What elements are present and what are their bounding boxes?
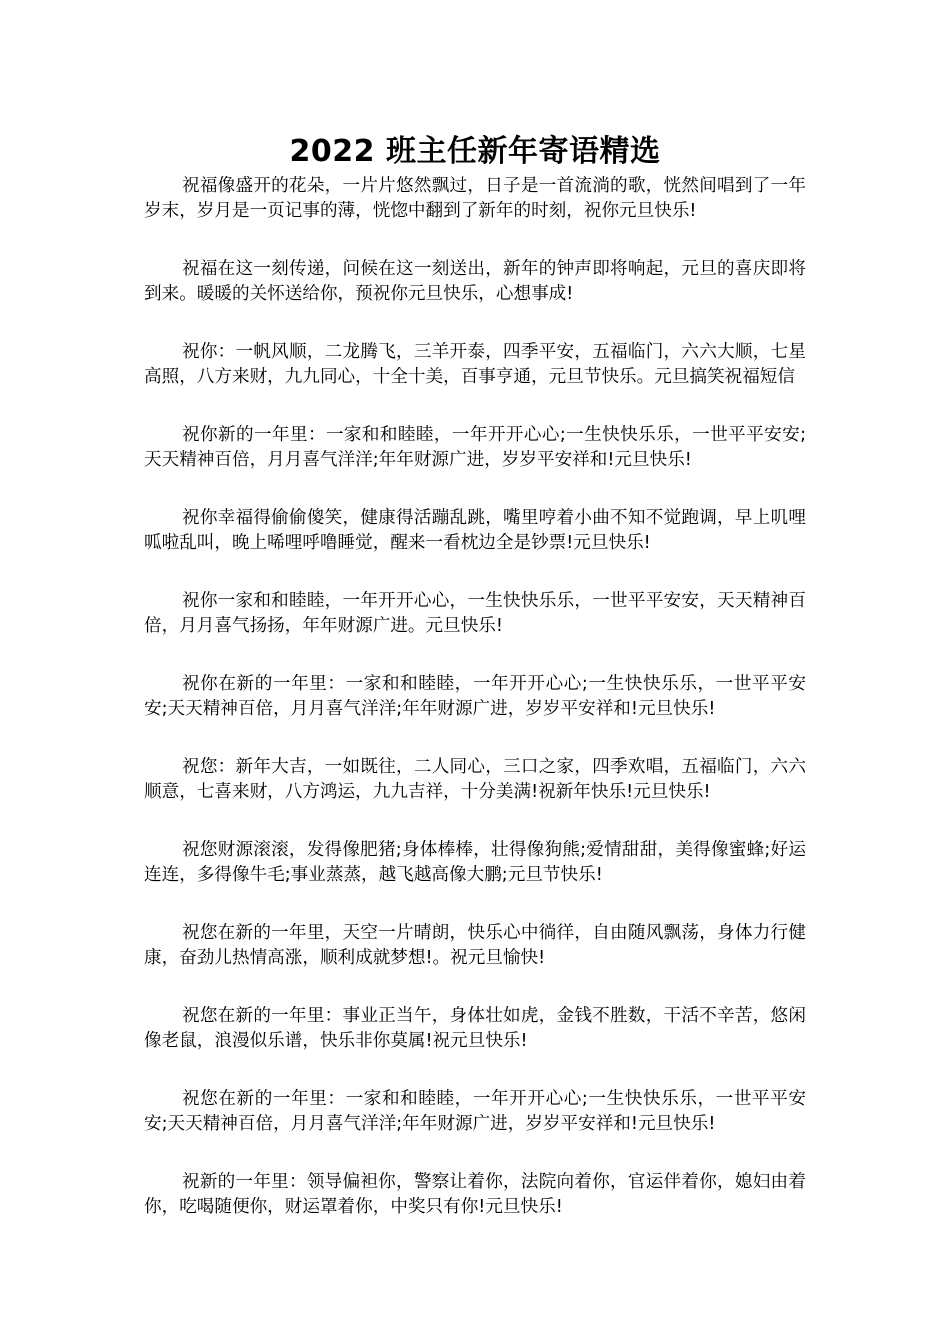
paragraph-1: 祝福像盛开的花朵，一片片悠然飘过，日子是一首流淌的歌，恍然间唱到了一年岁末，岁月是一页记事的薄，恍惚中翻到了新年的时刻，祝你元旦快乐! bbox=[144, 176, 806, 221]
document-title: 2022 班主任新年寄语精选 bbox=[289, 134, 661, 169]
paragraph-6: 祝你一家和和睦睦，一年开开心心，一生快快乐乐，一世平平安安，天天精神百倍，月月喜气扬扬，年年财源广进。元旦快乐! bbox=[144, 591, 806, 636]
paragraph-2: 祝福在这一刻传递，问候在这一刻送出，新年的钟声即将响起，元旦的喜庆即将到来。暖暖的关怀送给你，预祝你元旦快乐，心想事成! bbox=[144, 259, 806, 304]
paragraph-10: 祝您在新的一年里，天空一片晴朗，快乐心中徜徉，自由随风飘荡，身体力行健康，奋劲儿热情高涨，顺利成就梦想!。祝元旦愉快! bbox=[144, 923, 806, 968]
paragraph-5: 祝你幸福得偷偷傻笑，健康得活蹦乱跳，嘴里哼着小曲不知不觉跑调，早上叽哩呱啦乱叫，晚上唏哩呼噜睡觉，醒来一看枕边全是钞票!元旦快乐! bbox=[144, 508, 806, 553]
paragraph-7: 祝你在新的一年里：一家和和睦睦，一年开开心心;一生快快乐乐，一世平平安安;天天精神百倍，月月喜气洋洋;年年财源广进，岁岁平安祥和!元旦快乐! bbox=[144, 674, 806, 719]
paragraph-4: 祝你新的一年里：一家和和睦睦，一年开开心心;一生快快乐乐，一世平平安安;天天精神百倍，月月喜气洋洋;年年财源广进，岁岁平安祥和!元旦快乐! bbox=[144, 425, 806, 470]
paragraph-11: 祝您在新的一年里：事业正当午，身体壮如虎，金钱不胜数，干活不辛苦，悠闲像老鼠，浪漫似乐谱，快乐非你莫属!祝元旦快乐! bbox=[144, 1006, 806, 1051]
paragraph-3: 祝你：一帆风顺，二龙腾飞，三羊开泰，四季平安，五福临门，六六大顺，七星高照，八方来财，九九同心，十全十美，百事亨通，元旦节快乐。元旦搞笑祝福短信 bbox=[144, 342, 806, 387]
document-body bbox=[144, 174, 806, 1253]
paragraph-13: 祝新的一年里：领导偏袒你，警察让着你，法院向着你，官运伴着你，媳妇由着你，吃喝随便你，财运罩着你，中奖只有你!元旦快乐! bbox=[144, 1172, 806, 1217]
paragraph-12: 祝您在新的一年里：一家和和睦睦，一年开开心心;一生快快乐乐，一世平平安安;天天精神百倍，月月喜气洋洋;年年财源广进，岁岁平安祥和!元旦快乐! bbox=[144, 1089, 806, 1134]
paragraph-8: 祝您：新年大吉，一如既往，二人同心，三口之家，四季欢唱，五福临门，六六顺意，七喜来财，八方鸿运，九九吉祥，十分美满!祝新年快乐!元旦快乐! bbox=[144, 757, 806, 802]
paragraph-9: 祝您财源滚滚，发得像肥猪;身体棒棒，壮得像狗熊;爱情甜甜，美得像蜜蜂;好运连连，多得像牛毛;事业蒸蒸，越飞越高像大鹏;元旦节快乐! bbox=[144, 840, 806, 885]
